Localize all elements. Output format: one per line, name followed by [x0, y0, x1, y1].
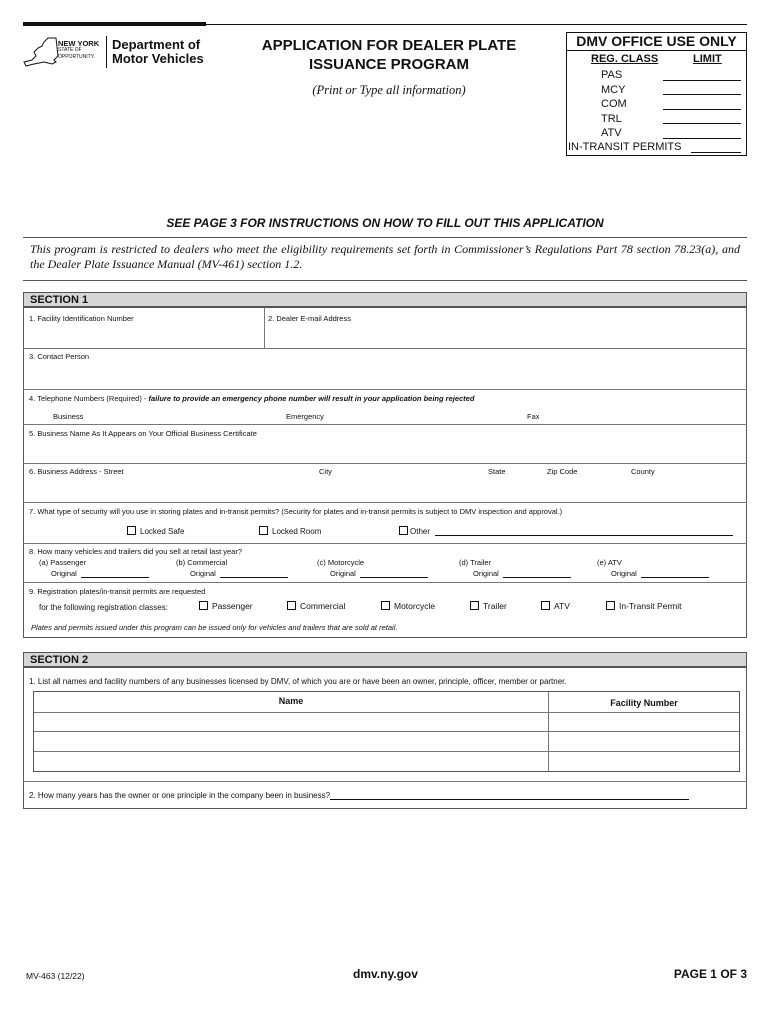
registration-note: Plates and permits issued under this program can be issued only for vehicles and trailers that are sold at retail.: [31, 623, 398, 632]
form-title-line1: APPLICATION FOR DEALER PLATE: [261, 37, 517, 54]
locked-room-label: Locked Room: [272, 527, 322, 536]
eligibility-notice: This program is restricted to dealers who meet the eligibility requirements set forth in Commissioner’s Regulations Part 78 section 78.23(a), and the Dealer Plate Issuance Manual (MV-461) section 1.2.: [23, 237, 747, 281]
county-field[interactable]: [628, 477, 746, 501]
zip-code-field[interactable]: [543, 477, 627, 501]
other-security-option[interactable]: [399, 526, 733, 536]
logo-divider: [106, 36, 107, 68]
reg-class-mcy: MCY: [601, 83, 626, 96]
atv-option-label: ATV: [554, 601, 570, 611]
form-title-line2: ISSUANCE PROGRAM: [308, 56, 469, 73]
dealer-email-field[interactable]: [265, 324, 746, 347]
state-field[interactable]: [484, 477, 542, 501]
business-name-label: 5. Business Name As It Appears on Your Official Business Certificate: [29, 429, 257, 438]
in-transit-option-label: In-Transit Permit: [619, 601, 682, 611]
reg-class-atv: ATV: [601, 127, 622, 139]
reg-option-commercial[interactable]: [287, 601, 345, 611]
sales-passenger-original: [51, 569, 149, 578]
contact-person-label: 3. Contact Person: [29, 352, 90, 361]
facility-id-label: 1. Facility Identification Number: [29, 314, 134, 323]
form-title: [230, 36, 548, 74]
limit-line-in-transit[interactable]: [691, 152, 741, 153]
commercial-checkbox[interactable]: [287, 601, 296, 610]
registration-lead: for the following registration classes:: [39, 603, 168, 612]
years-in-business-question: [29, 791, 689, 800]
sales-question: 8. How many vehicles and trailers did you sell at retail last year?: [29, 547, 243, 556]
website: dmv.ny.gov: [353, 967, 418, 981]
limit-line-pas[interactable]: [663, 80, 741, 81]
fax-label: Fax: [527, 412, 540, 421]
row7-bottom: [23, 543, 747, 544]
trailer-checkbox[interactable]: [470, 601, 479, 610]
sales-atv-input[interactable]: [641, 569, 709, 578]
street-field[interactable]: [24, 477, 314, 501]
table-row-2-facility[interactable]: [549, 732, 739, 750]
row4-bottom: [23, 424, 747, 425]
ny-state-logo: [22, 34, 212, 74]
locked-safe-option[interactable]: [127, 526, 184, 536]
security-question: 7. What type of security will you use in storing plates and in-transit permits? (Security for plates and in-transit permits is subject to DMV inspection and approval.): [29, 507, 563, 516]
businesses-table: [33, 691, 740, 772]
ny-state-outline-icon: [22, 36, 60, 68]
row8-bottom: [23, 582, 747, 583]
row6-bottom: [23, 502, 747, 503]
agency-name-line2: Motor Vehicles: [112, 51, 204, 66]
sales-trailer-label: (d) Trailer: [459, 558, 492, 567]
sales-atv-label: (e) ATV: [597, 558, 622, 567]
table-row-2-name[interactable]: [35, 732, 547, 750]
fax-field[interactable]: [506, 404, 746, 410]
facility-id-field[interactable]: [24, 324, 264, 347]
sales-atv-original: [611, 569, 709, 578]
form-subtitle: (Print or Type all information): [312, 83, 466, 97]
in-transit-label: IN-TRANSIT PERMITS: [568, 141, 682, 153]
in-transit-checkbox[interactable]: [606, 601, 615, 610]
telephone-label: [29, 394, 474, 403]
dealer-email-label: 2. Dealer E-mail Address: [268, 314, 351, 323]
sales-passenger-sub: Original: [51, 569, 77, 578]
reg-class-heading: REG. CLASS: [591, 53, 659, 65]
business-phone-label: Business: [53, 412, 84, 421]
instructions-heading: SEE PAGE 3 FOR INSTRUCTIONS ON HOW TO FILL OUT THIS APPLICATION: [166, 216, 604, 230]
page-number: PAGE 1 OF 3: [673, 967, 747, 981]
county-label: County: [631, 467, 655, 476]
limit-line-com[interactable]: [663, 109, 741, 110]
locked-safe-checkbox[interactable]: [127, 526, 136, 535]
dmv-box-title: DMV OFFICE USE ONLY: [567, 33, 746, 51]
locked-safe-label: Locked Safe: [140, 527, 185, 536]
sales-commercial-sub: Original: [190, 569, 216, 578]
sales-motorcycle-label: (c) Motorcycle: [317, 558, 365, 567]
column-header-name: Name: [278, 696, 304, 706]
reg-option-trailer[interactable]: [470, 601, 507, 611]
sales-motorcycle-sub: Original: [330, 569, 356, 578]
passenger-option-label: Passenger: [212, 601, 253, 611]
other-security-input[interactable]: [435, 527, 733, 536]
locked-room-option[interactable]: [259, 526, 321, 536]
row1-bottom: [23, 348, 747, 349]
top-rule-thin: [206, 24, 747, 25]
limit-line-mcy[interactable]: [663, 94, 741, 95]
ny-logo-line3: OPPORTUNITY.: [58, 54, 95, 60]
telephone-label-text: 4. Telephone Numbers (Required) -: [29, 394, 149, 403]
reg-option-atv[interactable]: [541, 601, 570, 611]
sales-trailer-sub: Original: [473, 569, 499, 578]
state-label: State: [488, 467, 506, 476]
sales-motorcycle-input[interactable]: [360, 569, 428, 578]
table-row-3-facility[interactable]: [549, 752, 739, 770]
passenger-checkbox[interactable]: [199, 601, 208, 610]
table-row-1-facility[interactable]: [549, 713, 739, 730]
ny-logo-line1: NEW YORK: [58, 39, 100, 48]
sales-passenger-input[interactable]: [81, 569, 149, 578]
row5-bottom: [23, 463, 747, 464]
commercial-option-label: Commercial: [300, 601, 346, 611]
agency-name-line1: Department of: [112, 37, 201, 52]
business-name-field[interactable]: [24, 439, 746, 462]
sales-commercial-original: [190, 569, 288, 578]
top-rule: [23, 22, 206, 26]
table-row-3-name[interactable]: [35, 752, 547, 770]
limit-line-trl[interactable]: [663, 123, 741, 124]
zip-code-label: Zip Code: [547, 467, 578, 476]
motorcycle-option-label: Motorcycle: [394, 601, 436, 611]
reg-class-list: [601, 68, 627, 141]
sales-atv-sub: Original: [611, 569, 637, 578]
years-in-business-label: 2. How many years has the owner or one principle in the company been in business?: [29, 791, 331, 800]
businesses-question: 1. List all names and facility numbers of any businesses licensed by DMV, of which you are or have been an owner, principle, officer, member or partner.: [29, 677, 567, 686]
reg-option-in-transit[interactable]: [606, 601, 682, 611]
section2-divider: [23, 781, 747, 782]
reg-class-pas: PAS: [601, 69, 623, 81]
section2-heading: SECTION 2: [23, 652, 747, 667]
contact-person-field[interactable]: [24, 362, 746, 388]
city-field[interactable]: [315, 477, 483, 501]
telephone-warning: failure to provide an emergency phone number will result in your application being rejected: [148, 394, 475, 403]
column-header-facility: Facility Number: [610, 698, 678, 708]
other-security-label: Other: [410, 527, 431, 536]
city-label: City: [319, 467, 332, 476]
trailer-option-label: Trailer: [483, 601, 507, 611]
form-id: MV-463 (12/22): [26, 971, 85, 981]
sales-motorcycle-original: [330, 569, 428, 578]
street-label: 6. Business Address - Street: [29, 467, 124, 476]
motorcycle-checkbox[interactable]: [381, 601, 390, 610]
years-in-business-input[interactable]: [330, 791, 689, 800]
sales-trailer-input[interactable]: [503, 569, 571, 578]
limit-heading: LIMIT: [693, 53, 722, 65]
sales-passenger-label: (a) Passenger: [39, 558, 87, 567]
limit-line-atv[interactable]: [663, 138, 741, 139]
reg-class-trl: TRL: [601, 112, 622, 125]
row3-bottom: [23, 389, 747, 390]
reg-class-com: COM: [601, 98, 627, 110]
reg-option-motorcycle[interactable]: [381, 601, 435, 611]
section1-heading: SECTION 1: [23, 292, 747, 307]
ny-logo-line2: STATE OF: [58, 47, 82, 53]
registration-question: 9. Registration plates/in-transit permits are requested: [29, 587, 206, 596]
sales-commercial-input[interactable]: [220, 569, 288, 578]
atv-checkbox[interactable]: [541, 601, 550, 610]
other-security-checkbox[interactable]: [399, 526, 408, 535]
emergency-phone-label: Emergency: [286, 412, 324, 421]
sales-trailer-original: [473, 569, 571, 578]
dmv-office-use-box: [566, 32, 747, 156]
emergency-phone-field[interactable]: [265, 404, 505, 410]
reg-option-passenger[interactable]: [199, 601, 253, 611]
table-row-1-name[interactable]: [35, 713, 547, 730]
locked-room-checkbox[interactable]: [259, 526, 268, 535]
sales-commercial-label: (b) Commercial: [176, 558, 228, 567]
business-phone-field[interactable]: [24, 404, 264, 410]
